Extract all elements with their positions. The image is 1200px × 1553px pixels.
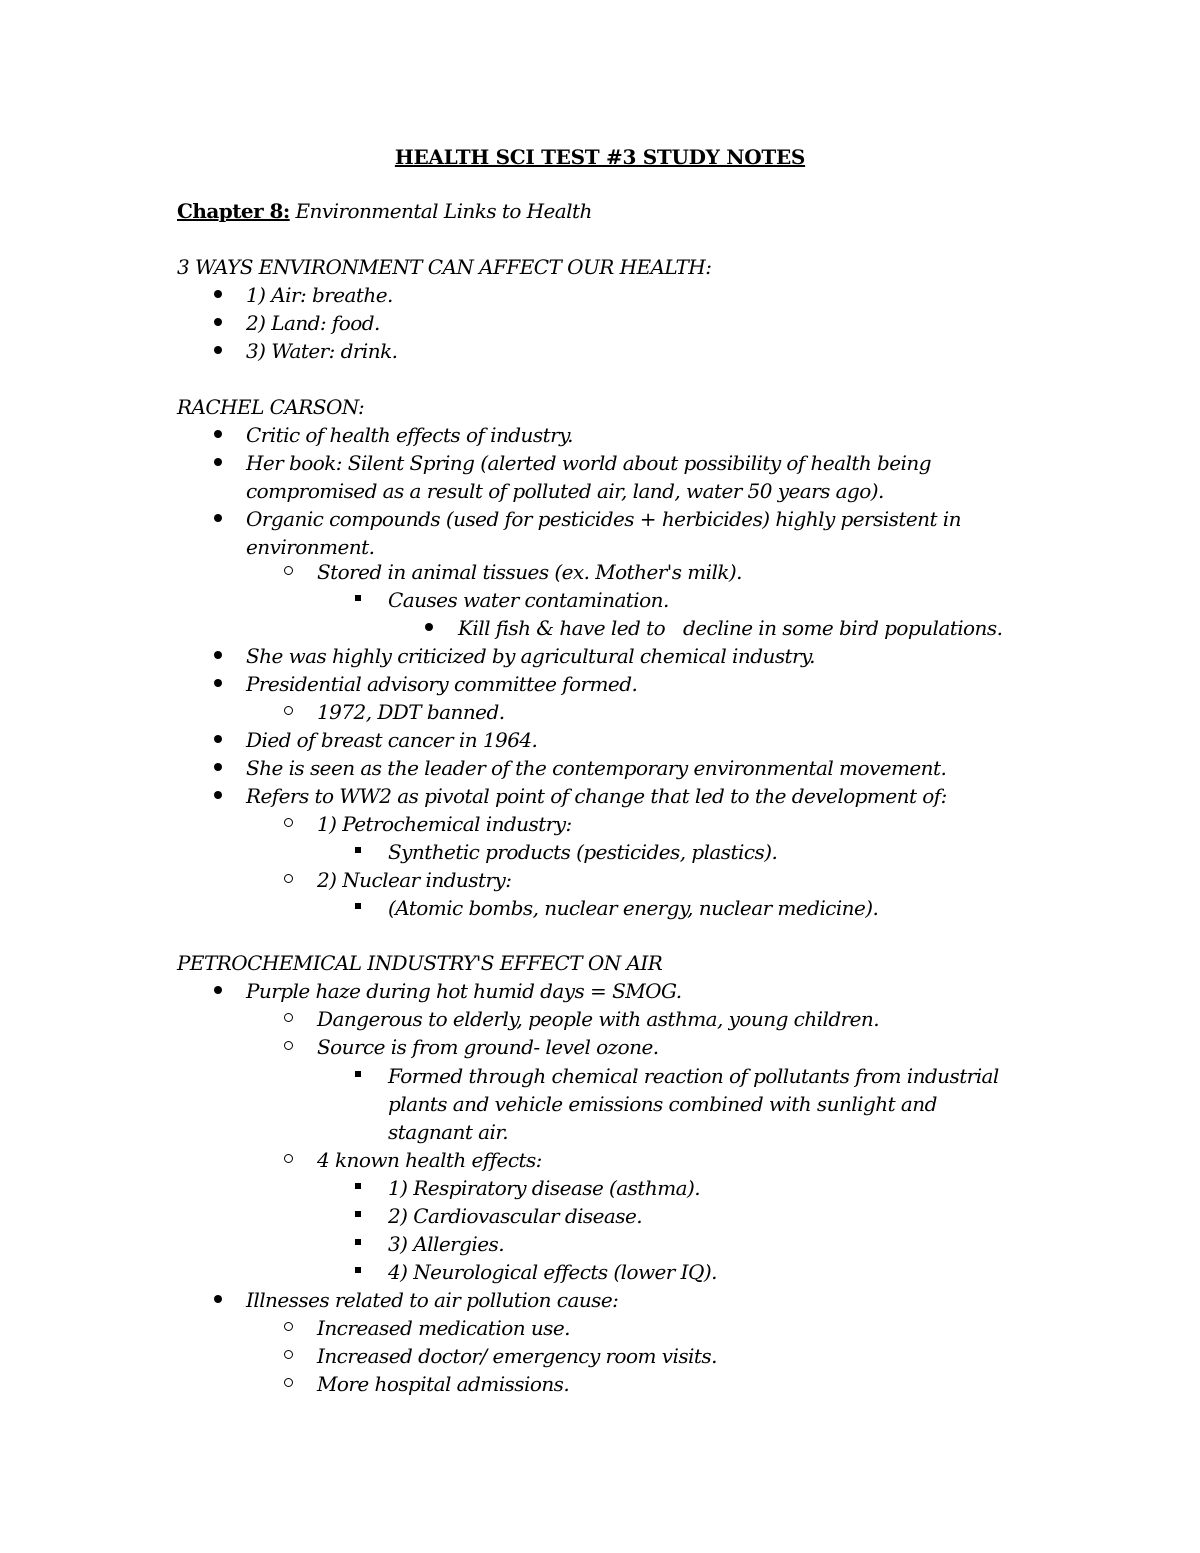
list-item: Stored in animal tissues (ex. Mother's milk). — [317, 560, 742, 584]
list-item: Increased doctor/ emergency room visits. — [317, 1344, 717, 1368]
bullet-circle — [284, 1350, 293, 1359]
list-item: 2) Land: food. — [246, 311, 380, 335]
bullet-dot — [214, 986, 222, 994]
bullet-circle — [284, 1322, 293, 1331]
list-item-continued: decline in some bird populations. — [683, 616, 1003, 640]
list-item: 1) Respiratory disease (asthma). — [388, 1176, 701, 1200]
list-item: She was highly criticized by agricultural chemical industry. — [246, 644, 815, 668]
bullet-dot — [214, 514, 222, 522]
list-item-continued: environment. — [246, 535, 375, 559]
list-item: Purple haze during hot humid days = SMOG. — [246, 979, 682, 1003]
page-title: HEALTH SCI TEST #3 STUDY NOTES — [394, 145, 806, 169]
list-item: She is seen as the leader of the contemporary environmental movement. — [246, 756, 947, 780]
list-item: Refers to WW2 as pivotal point of change that led to the development of: — [246, 784, 947, 808]
bullet-circle — [284, 706, 293, 715]
bullet-dot — [214, 430, 222, 438]
list-item: Causes water contamination. — [388, 588, 669, 612]
list-item: Critic of health effects of industry. — [246, 423, 573, 447]
bullet-dot — [214, 1295, 222, 1303]
list-item: Her book: Silent Spring (alerted world about possibility of health being — [246, 451, 931, 475]
list-item: (Atomic bombs, nuclear energy, nuclear medicine). — [388, 896, 879, 920]
bullet-dot — [214, 735, 222, 743]
list-item: Illnesses related to air pollution cause: — [246, 1288, 619, 1312]
list-item-continued: compromised as a result of polluted air, land, water 50 years ago). — [246, 479, 884, 503]
list-item: 1) Air: breathe. — [246, 283, 393, 307]
list-item: 3) Allergies. — [388, 1232, 505, 1256]
list-item: 1972, DDT banned. — [317, 700, 505, 724]
bullet-dot — [214, 763, 222, 771]
bullet-dot — [425, 623, 433, 631]
bullet-circle — [284, 874, 293, 883]
list-item: Synthetic products (pesticides, plastics). — [388, 840, 778, 864]
list-item: Source is from ground- level ozone. — [317, 1035, 659, 1059]
bullet-square — [355, 847, 361, 853]
bullet-dot — [214, 290, 222, 298]
bullet-circle — [284, 1154, 293, 1163]
list-item-continued: stagnant air. — [388, 1120, 508, 1144]
bullet-square — [355, 595, 361, 601]
list-item: Dangerous to elderly, people with asthma, young children. — [317, 1007, 880, 1031]
bullet-square — [355, 1183, 361, 1189]
petro-heading: PETROCHEMICAL INDUSTRY'S EFFECT ON AIR — [177, 951, 663, 975]
bullet-square — [355, 1071, 361, 1077]
bullet-circle — [284, 818, 293, 827]
list-item: Organic compounds (used for pesticides + herbicides) highly persistent in — [246, 507, 961, 531]
list-item: More hospital admissions. — [317, 1372, 570, 1396]
list-item: 1) Petrochemical industry: — [317, 812, 572, 836]
ways-heading: 3 WAYS ENVIRONMENT CAN AFFECT OUR HEALTH: — [177, 255, 712, 279]
list-item: 2) Cardiovascular disease. — [388, 1204, 643, 1228]
list-item-continued: plants and vehicle emissions combined with sunlight and — [388, 1092, 937, 1116]
list-item: 3) Water: drink. — [246, 339, 398, 363]
list-item: Kill fish & have led to — [458, 616, 666, 640]
bullet-circle — [284, 1378, 293, 1387]
bullet-square — [355, 1239, 361, 1245]
list-item: Formed through chemical reaction of pollutants from industrial — [388, 1064, 999, 1088]
bullet-circle — [284, 1041, 293, 1050]
carson-heading: RACHEL CARSON: — [177, 395, 365, 419]
bullet-square — [355, 1267, 361, 1273]
bullet-square — [355, 903, 361, 909]
list-item: 4 known health effects: — [317, 1148, 542, 1172]
bullet-dot — [214, 679, 222, 687]
chapter-label: Chapter 8: — [177, 199, 290, 223]
bullet-circle — [284, 1013, 293, 1022]
list-item: Increased medication use. — [317, 1316, 570, 1340]
list-item: 4) Neurological effects (lower IQ). — [388, 1260, 717, 1284]
chapter-subtitle: Environmental Links to Health — [295, 199, 592, 223]
list-item: 2) Nuclear industry: — [317, 868, 512, 892]
chapter-line — [177, 197, 592, 225]
list-item: Died of breast cancer in 1964. — [246, 728, 538, 752]
bullet-dot — [214, 791, 222, 799]
bullet-dot — [214, 651, 222, 659]
list-item: Presidential advisory committee formed. — [246, 672, 638, 696]
bullet-dot — [214, 318, 222, 326]
bullet-square — [355, 1211, 361, 1217]
bullet-dot — [214, 458, 222, 466]
bullet-dot — [214, 346, 222, 354]
bullet-circle — [284, 566, 293, 575]
